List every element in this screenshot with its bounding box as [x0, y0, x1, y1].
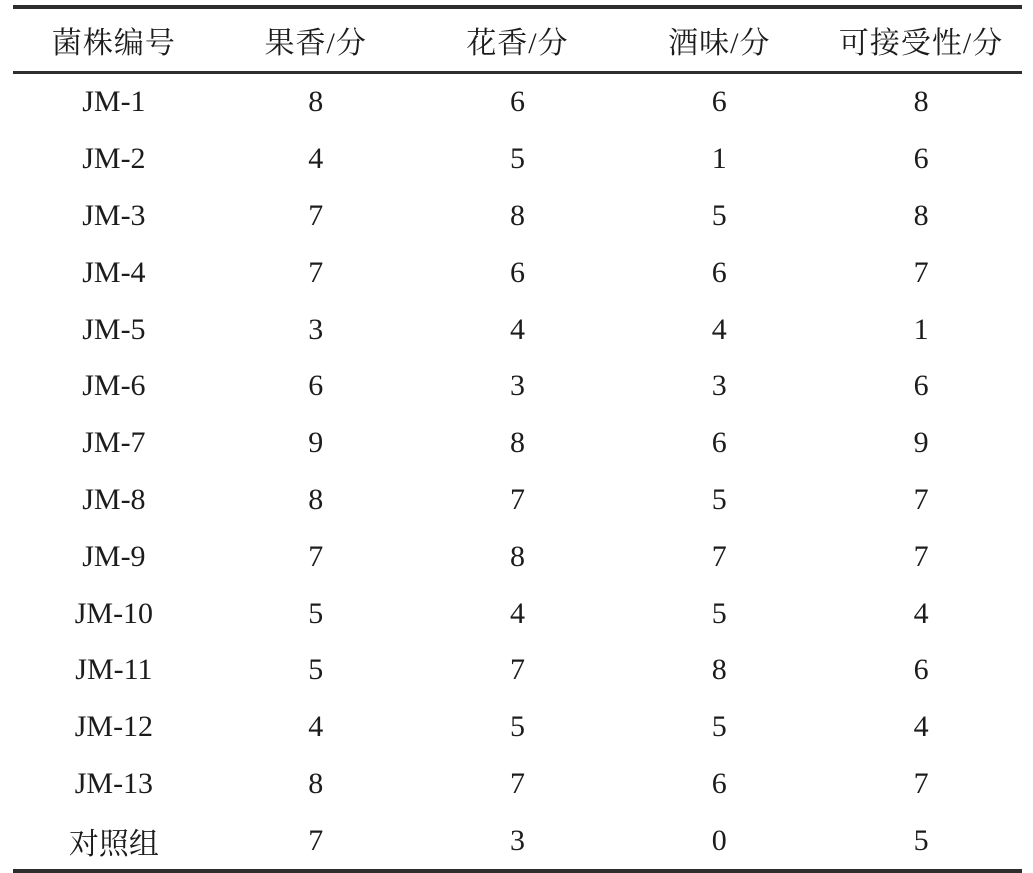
strain-id-cell: JM-7 — [82, 426, 146, 460]
score-cell: 7 — [913, 255, 929, 289]
score-cell: 6 — [308, 369, 324, 403]
score-cell: 5 — [509, 142, 525, 176]
table-row — [13, 244, 1022, 301]
table-row — [13, 188, 1022, 245]
score-cell: 8 — [509, 539, 525, 573]
score-cell: 7 — [308, 255, 324, 289]
strain-id-cell: JM-4 — [82, 255, 146, 289]
strain-id-cell: JM-13 — [74, 766, 154, 800]
score-cell: 3 — [308, 312, 324, 346]
strain-id-cell: JM-5 — [82, 312, 146, 346]
strain-id-cell: JM-1 — [82, 85, 146, 119]
score-cell: 5 — [913, 823, 929, 857]
score-cell: 6 — [711, 255, 727, 289]
score-cell: 5 — [711, 710, 727, 744]
table-row — [13, 528, 1022, 585]
score-cell: 6 — [913, 369, 929, 403]
score-cell: 7 — [913, 482, 929, 516]
score-cell: 7 — [308, 539, 324, 573]
score-cell: 7 — [308, 198, 324, 232]
score-cell: 3 — [509, 823, 525, 857]
score-cell: 6 — [711, 766, 727, 800]
column-header-accept-score: 可接受性/分 — [820, 7, 1022, 73]
score-cell: 4 — [509, 596, 525, 630]
score-cell: 8 — [308, 482, 324, 516]
strain-id-cell: JM-9 — [82, 539, 146, 573]
score-cell: 3 — [711, 369, 727, 403]
score-cell: 5 — [711, 198, 727, 232]
score-cell: 6 — [509, 85, 525, 119]
column-header-strain-id: 菌株编号 — [13, 7, 215, 73]
table-row — [13, 131, 1022, 188]
score-cell: 4 — [711, 312, 727, 346]
strain-id-cell: JM-12 — [74, 710, 154, 744]
score-cell: 7 — [509, 653, 525, 687]
score-cell: 7 — [509, 766, 525, 800]
score-cell: 7 — [913, 539, 929, 573]
score-cell: 8 — [913, 85, 929, 119]
score-cell: 7 — [711, 539, 727, 573]
score-cell: 8 — [509, 198, 525, 232]
score-cell: 6 — [913, 142, 929, 176]
score-cell: 6 — [913, 653, 929, 687]
score-cell: 8 — [711, 653, 727, 687]
table-row — [13, 585, 1022, 642]
sensory-evaluation-table — [13, 5, 1022, 873]
score-cell: 4 — [509, 312, 525, 346]
table-body — [13, 73, 1022, 872]
score-cell: 7 — [509, 482, 525, 516]
strain-id-cell: 对照组 — [68, 827, 159, 861]
column-header-floral-score: 花香/分 — [417, 7, 619, 73]
score-cell: 8 — [308, 766, 324, 800]
score-cell: 7 — [913, 766, 929, 800]
score-cell: 5 — [308, 653, 324, 687]
table-row — [13, 472, 1022, 529]
table-row — [13, 756, 1022, 813]
column-header-wine-score: 酒味/分 — [618, 7, 820, 73]
score-cell: 8 — [308, 85, 324, 119]
score-cell: 0 — [711, 823, 727, 857]
strain-id-cell: JM-11 — [75, 653, 153, 687]
score-cell: 5 — [711, 596, 727, 630]
column-header-fruity-score: 果香/分 — [215, 7, 417, 73]
table-row — [13, 73, 1022, 131]
table-row — [13, 358, 1022, 415]
score-cell: 4 — [308, 710, 324, 744]
score-cell: 8 — [509, 426, 525, 460]
table-row — [13, 812, 1022, 871]
score-cell: 4 — [913, 596, 929, 630]
header-row — [13, 7, 1022, 73]
score-cell: 1 — [711, 142, 727, 176]
score-cell: 9 — [913, 426, 929, 460]
score-cell: 3 — [509, 369, 525, 403]
score-cell: 6 — [509, 255, 525, 289]
score-cell: 9 — [308, 426, 324, 460]
table-row — [13, 699, 1022, 756]
strain-id-cell: JM-2 — [82, 142, 146, 176]
strain-id-cell: JM-6 — [82, 369, 146, 403]
score-cell: 6 — [711, 426, 727, 460]
table-row — [13, 301, 1022, 358]
table-row — [13, 415, 1022, 472]
score-cell: 4 — [913, 710, 929, 744]
score-cell: 5 — [308, 596, 324, 630]
score-cell: 4 — [308, 142, 324, 176]
score-cell: 6 — [711, 85, 727, 119]
strain-id-cell: JM-3 — [82, 198, 146, 232]
score-cell: 5 — [509, 710, 525, 744]
score-cell: 7 — [308, 823, 324, 857]
table-row — [13, 642, 1022, 699]
strain-id-cell: JM-10 — [74, 596, 154, 630]
score-cell: 8 — [913, 198, 929, 232]
strain-id-cell: JM-8 — [82, 482, 146, 516]
score-cell: 5 — [711, 482, 727, 516]
score-cell: 1 — [913, 312, 929, 346]
